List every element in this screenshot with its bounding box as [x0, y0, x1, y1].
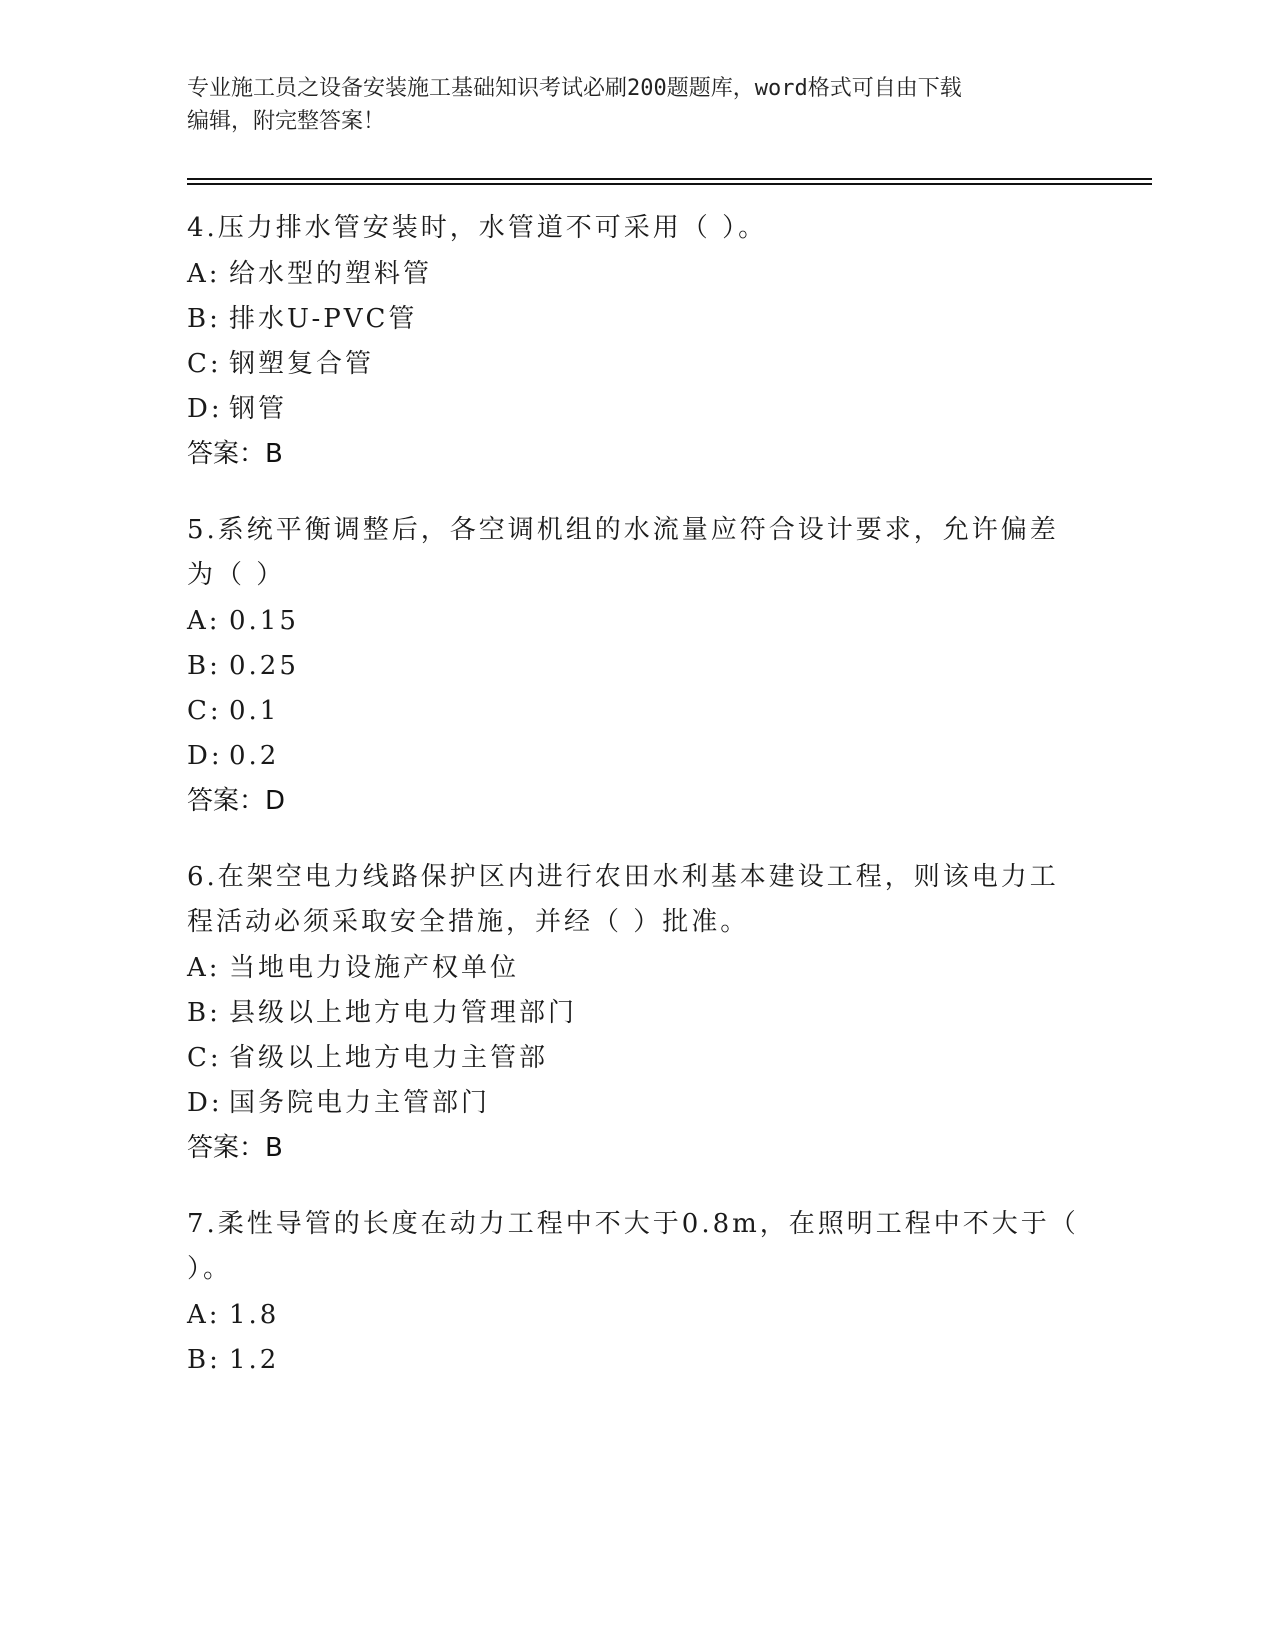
header-line-1: 专业施工员之设备安装施工基础知识考试必刷200题题库，word格式可自由下载: [187, 76, 962, 101]
option-letter: D:: [187, 394, 223, 424]
option-letter: D:: [187, 741, 223, 771]
option-text: 给水型的塑料管: [229, 259, 433, 289]
option-text: 0.2: [229, 741, 280, 771]
answer-label: 答案：B: [187, 439, 283, 469]
option-letter: B:: [187, 998, 221, 1028]
option-letter: A:: [187, 606, 221, 636]
question-text-line: ）。: [187, 1254, 233, 1284]
option-text: 省级以上地方电力主管部: [229, 1043, 549, 1073]
header-divider-bottom: [187, 183, 1152, 185]
option-text: 排水U-PVC管: [229, 304, 418, 334]
question-text: [187, 206, 1087, 251]
option-a: [187, 252, 1087, 297]
option-b: [187, 991, 1087, 1036]
option-letter: A:: [187, 1300, 221, 1330]
option-text: 1.8: [229, 1300, 280, 1330]
option-d: [187, 1081, 1087, 1126]
option-d: [187, 734, 1087, 779]
question-4: [187, 206, 1087, 477]
question-6: [187, 855, 1087, 1171]
option-text: 0.25: [229, 651, 299, 681]
option-text: 0.15: [229, 606, 299, 636]
question-text: [187, 855, 1087, 945]
option-letter: C:: [187, 349, 222, 379]
question-text-line: 6.在架空电力线路保护区内进行农田水利基本建设工程，则该电力工: [187, 862, 1059, 892]
question-text-line: 7.柔性导管的长度在动力工程中不大于0.8m，在照明工程中不大于（: [187, 1209, 1079, 1239]
question-7: [187, 1202, 1087, 1383]
question-text: [187, 1202, 1087, 1292]
option-letter: C:: [187, 1043, 222, 1073]
answer-label: 答案：D: [187, 786, 286, 816]
option-text: 国务院电力主管部门: [229, 1088, 491, 1118]
question-text-line: 程活动必须采取安全措施，并经（ ）批准。: [187, 907, 750, 937]
option-letter: A:: [187, 953, 221, 983]
option-text: 钢管: [229, 394, 288, 424]
option-c: [187, 689, 1087, 734]
header-divider-top: [187, 178, 1152, 180]
question-text-line: 4.压力排水管安装时，水管道不可采用（ ）。: [187, 213, 768, 243]
question-list: [187, 206, 1087, 1414]
option-a: [187, 599, 1087, 644]
option-b: [187, 1338, 1087, 1383]
option-b: [187, 297, 1087, 342]
option-text: 0.1: [229, 696, 280, 726]
option-c: [187, 1036, 1087, 1081]
option-letter: D:: [187, 1088, 223, 1118]
question-text-line: 5.系统平衡调整后，各空调机组的水流量应符合设计要求，允许偏差: [187, 515, 1059, 545]
option-text: 钢塑复合管: [229, 349, 375, 379]
option-d: [187, 387, 1087, 432]
answer-label: 答案：B: [187, 1133, 283, 1163]
option-a: [187, 1293, 1087, 1338]
option-b: [187, 644, 1087, 689]
option-c: [187, 342, 1087, 387]
option-a: [187, 946, 1087, 991]
question-text-line: 为（ ）: [187, 560, 286, 590]
option-letter: B:: [187, 1345, 221, 1375]
option-letter: B:: [187, 651, 221, 681]
option-letter: A:: [187, 259, 221, 289]
question-text: [187, 508, 1087, 598]
option-text: 县级以上地方电力管理部门: [229, 998, 578, 1028]
document-header: [187, 72, 1087, 138]
option-letter: C:: [187, 696, 222, 726]
question-5: [187, 508, 1087, 824]
option-text: 当地电力设施产权单位: [229, 953, 520, 983]
header-line-2: 编辑，附完整答案！: [187, 109, 386, 134]
option-letter: B:: [187, 304, 221, 334]
option-text: 1.2: [229, 1345, 280, 1375]
